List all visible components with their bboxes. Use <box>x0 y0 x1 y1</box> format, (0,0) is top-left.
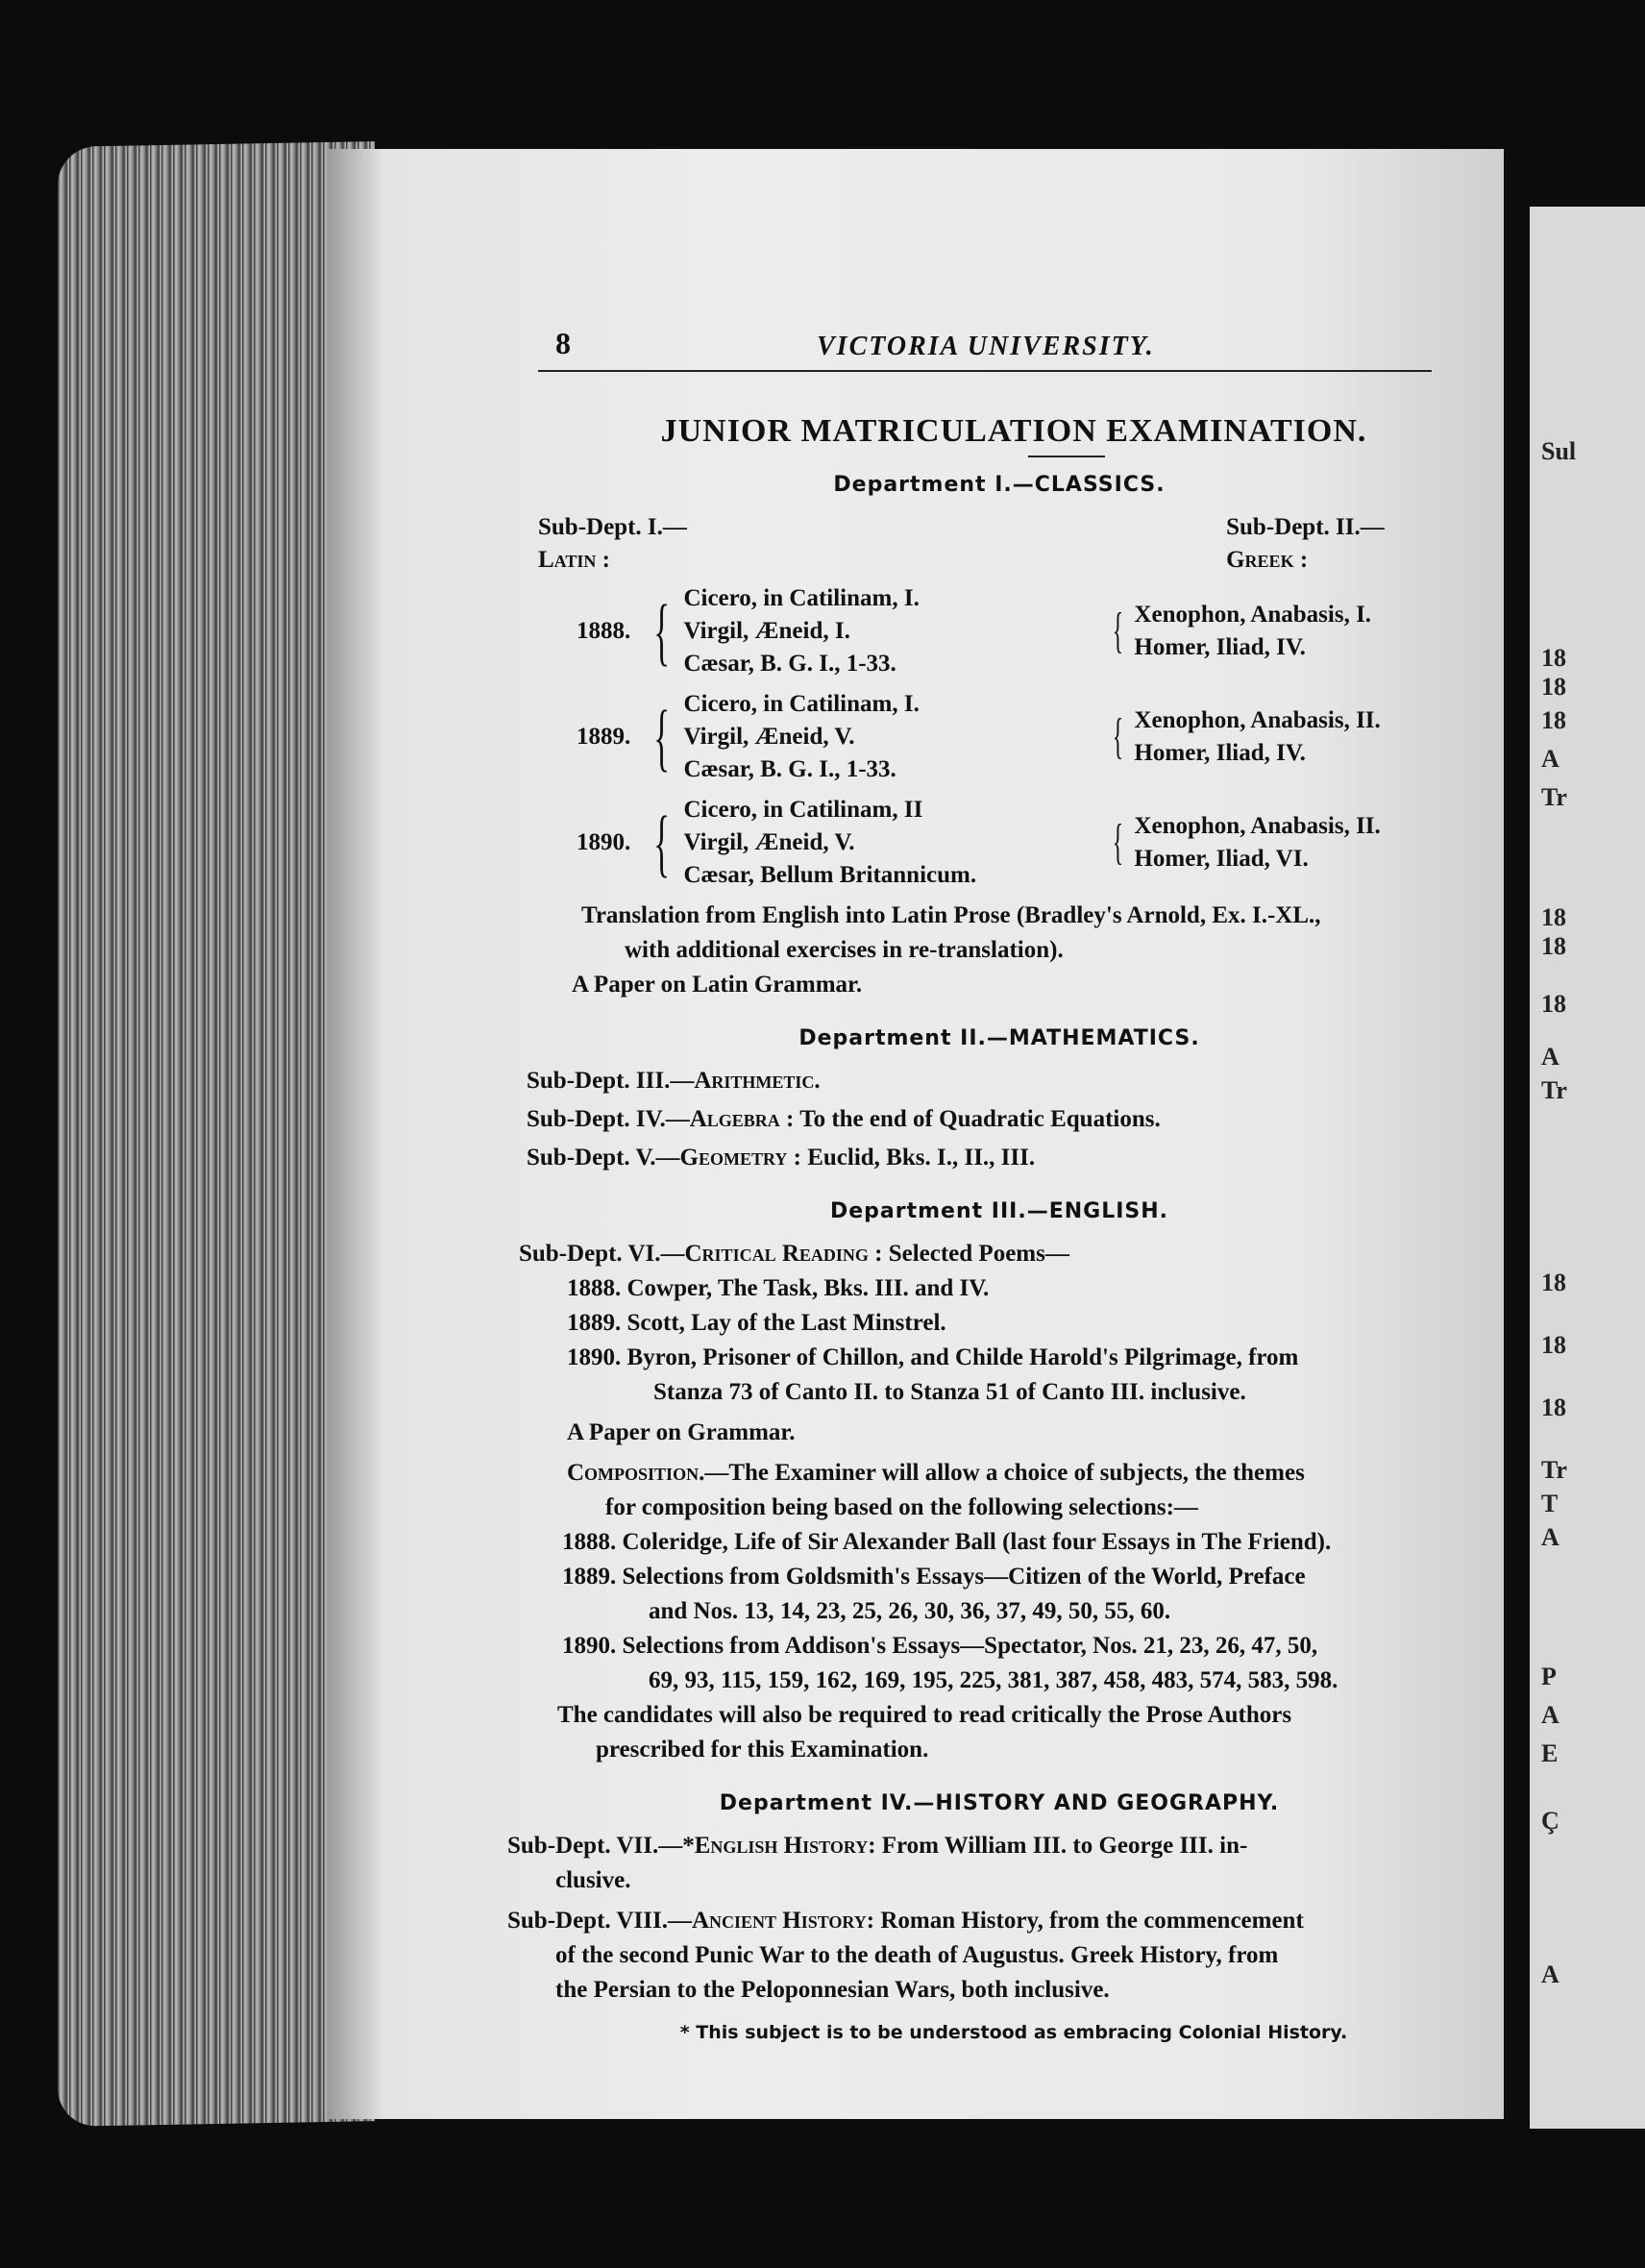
fragment-text: 18 <box>1541 673 1566 701</box>
brace-icon: { <box>1113 604 1124 658</box>
greek-text: Xenophon, Anabasis, I. <box>1134 602 1372 628</box>
brace-icon: { <box>653 589 671 673</box>
subdept-arithmetic <box>527 1065 1441 1097</box>
brace-icon: { <box>653 695 671 778</box>
latin-text: Cæsar, B. G. I., 1-33. <box>683 651 896 677</box>
year-block-1889 <box>577 688 1441 786</box>
latin-translation-line2: with additional exercises in re-translation). <box>625 937 1064 963</box>
subdept-greek <box>1226 511 1441 577</box>
subdept-name: English History: <box>694 1833 876 1859</box>
fragment-text: Ç <box>1541 1807 1559 1835</box>
subdept-label: Sub-Dept. VI.— <box>519 1241 685 1267</box>
fragment-text: 18 <box>1541 990 1566 1018</box>
brace-icon: { <box>653 801 671 884</box>
poem-item: 1890. Byron, Prisoner of Chillon, and Childe Harold's Pilgrimage, from <box>567 1344 1299 1370</box>
footnote: * This subject is to be understood as embracing Colonial History. <box>679 2022 1348 2043</box>
composition-line1 <box>567 1457 1441 1490</box>
selection-item: 1888. Coleridge, Life of Sir Alexander Ball (last four Essays in The Friend). <box>562 1529 1332 1555</box>
fragment-text: 18 <box>1541 1393 1566 1421</box>
subdept-text: From William III. to George III. in- <box>875 1833 1248 1859</box>
latin-text: Virgil, Æneid, V. <box>683 724 855 750</box>
prose-requirement-line1: The candidates will also be required to read critically the Prose Authors <box>557 1702 1292 1728</box>
greek-text: Homer, Iliad, IV. <box>1134 740 1306 766</box>
greek-text: Xenophon, Anabasis, II. <box>1134 813 1381 839</box>
running-head: VICTORIA UNIVERSITY. <box>817 332 1155 361</box>
subdept-name: Algebra : <box>689 1106 795 1132</box>
subdept-name: Greek : <box>1226 547 1309 573</box>
subdept-geometry <box>527 1142 1441 1174</box>
latin-texts <box>683 582 1106 680</box>
dept3-heading: Department III.—ENGLISH. <box>829 1199 1169 1223</box>
fragment-text: 18 <box>1541 1269 1566 1296</box>
dept2-heading: Department II.—MATHEMATICS. <box>798 1026 1200 1050</box>
fragment-text: T <box>1541 1490 1559 1517</box>
year-label: 1890. <box>577 829 631 855</box>
grammar-paper: A Paper on Grammar. <box>567 1419 796 1445</box>
latin-text: Cicero, in Catilinam, I. <box>683 585 920 611</box>
latin-text: Cicero, in Catilinam, I. <box>683 691 920 717</box>
page-number: 8 <box>555 326 571 360</box>
fragment-text: A <box>1541 745 1559 773</box>
subdept-ancient-history <box>507 1905 1441 1937</box>
page-header <box>538 317 1432 372</box>
latin-text: Cicero, in Catilinam, II <box>683 797 923 823</box>
fragment-text: A <box>1541 1701 1559 1729</box>
subdept-text-continued: the Persian to the Peloponnesian Wars, both inclusive. <box>555 1977 1110 2003</box>
subdept-algebra <box>527 1103 1441 1136</box>
subdept-critical-reading <box>519 1238 1441 1270</box>
greek-text: Xenophon, Anabasis, II. <box>1134 707 1381 733</box>
subdept-name: Arithmetic. <box>694 1068 821 1094</box>
subdept-name: Latin : <box>538 547 610 573</box>
subdept-text: Selected Poems— <box>882 1241 1069 1267</box>
year-label: 1888. <box>577 618 631 644</box>
poem-item: 1889. Scott, Lay of the Last Minstrel. <box>567 1310 946 1336</box>
subdept-label: Sub-Dept. III.— <box>527 1068 695 1094</box>
subdept-latin <box>538 511 736 577</box>
fragment-text: 18 <box>1541 932 1566 960</box>
selection-item: 1890. Selections from Addison's Essays—Spectator, Nos. 21, 23, 26, 47, 50, <box>562 1633 1318 1659</box>
dept1-heading: Department I.—CLASSICS. <box>833 473 1166 497</box>
subdept-text: Euclid, Bks. I., II., III. <box>800 1145 1036 1171</box>
latin-text: Cæsar, Bellum Britannicum. <box>683 862 977 888</box>
subdept-name: Ancient History: <box>691 1908 875 1934</box>
latin-texts <box>683 794 1106 892</box>
subdept-name: Geometry : <box>679 1145 801 1171</box>
subdept-name: Critical Reading : <box>684 1241 883 1267</box>
composition-line2: for composition being based on the following selections:— <box>605 1494 1198 1520</box>
latin-texts <box>683 688 1106 786</box>
subdept-english-history <box>507 1830 1441 1862</box>
fragment-text: 18 <box>1541 1331 1566 1359</box>
fragment-text: P <box>1541 1663 1557 1690</box>
selection-item-continued: 69, 93, 115, 159, 162, 169, 195, 225, 381, 387, 458, 483, 574, 583, 598. <box>649 1667 1338 1693</box>
fragment-text: 18 <box>1541 706 1566 734</box>
year-label: 1889. <box>577 724 631 750</box>
greek-text: Homer, Iliad, VI. <box>1134 846 1309 872</box>
dept4-heading: Department IV.—HISTORY AND GEOGRAPHY. <box>719 1791 1280 1815</box>
subdept-text-continued: clusive. <box>555 1867 631 1893</box>
fragment-text: 18 <box>1541 903 1566 931</box>
composition-label: Composition. <box>567 1460 705 1486</box>
subdept-label: Sub-Dept. V.— <box>527 1145 680 1171</box>
brace-icon: { <box>1113 815 1124 870</box>
poem-item-continued: Stanza 73 of Canto II. to Stanza 51 of Canto III. inclusive. <box>653 1379 1246 1405</box>
subdept-label: Sub-Dept. VII.—* <box>507 1833 695 1859</box>
fragment-text: A <box>1541 1960 1559 1988</box>
brace-icon: { <box>1113 709 1124 764</box>
facing-page-fragment <box>1530 207 1645 2129</box>
fragment-text: E <box>1541 1739 1559 1767</box>
latin-grammar-paper: A Paper on Latin Grammar. <box>572 972 863 998</box>
prose-requirement-line2: prescribed for this Examination. <box>596 1737 929 1763</box>
fragment-text: Tr <box>1541 1456 1567 1484</box>
fragment-text: Tr <box>1541 783 1567 811</box>
poem-item: 1888. Cowper, The Task, Bks. III. and IV. <box>567 1275 990 1301</box>
dept1-subdept-row <box>500 511 1441 577</box>
latin-translation-line1: Translation from English into Latin Prose (Bradley's Arnold, Ex. I.-XL., <box>581 902 1321 928</box>
selection-item-continued: and Nos. 13, 14, 23, 25, 26, 30, 36, 37, 49, 50, 55, 60. <box>649 1598 1171 1624</box>
composition-text: —The Examiner will allow a choice of subjects, the themes <box>704 1460 1305 1486</box>
selection-item: 1889. Selections from Goldsmith's Essays—Citizen of the World, Preface <box>562 1564 1306 1590</box>
fragment-text: 18 <box>1541 644 1566 672</box>
greek-texts <box>1106 810 1380 875</box>
fragment-text: A <box>1541 1043 1559 1071</box>
greek-texts <box>1106 704 1380 770</box>
title-rule <box>1028 456 1105 457</box>
fragment-text: Sul <box>1541 437 1577 465</box>
subdept-text: Roman History, from the commencement <box>874 1908 1304 1934</box>
subdept-label: Sub-Dept. II.— <box>1226 514 1385 540</box>
fragment-text: A <box>1541 1523 1559 1551</box>
latin-text: Cæsar, B. G. I., 1-33. <box>683 756 896 782</box>
greek-texts <box>1106 599 1371 664</box>
year-block-1890 <box>577 794 1441 892</box>
subdept-label: Sub-Dept. VIII.— <box>507 1908 692 1934</box>
subdept-label: Sub-Dept. I.— <box>538 514 687 540</box>
year-block-1888 <box>577 582 1441 680</box>
latin-text: Virgil, Æneid, I. <box>683 618 850 644</box>
subdept-text-continued: of the second Punic War to the death of Augustus. Greek History, from <box>555 1942 1279 1968</box>
exam-title: JUNIOR MATRICULATION EXAMINATION. <box>660 413 1367 449</box>
fragment-text: Tr <box>1541 1076 1567 1104</box>
page-content <box>500 317 1441 2049</box>
subdept-text: To the end of Quadratic Equations. <box>794 1106 1161 1132</box>
greek-text: Homer, Iliad, IV. <box>1134 634 1306 660</box>
subdept-label: Sub-Dept. IV.— <box>527 1106 690 1132</box>
latin-text: Virgil, Æneid, V. <box>683 829 855 855</box>
